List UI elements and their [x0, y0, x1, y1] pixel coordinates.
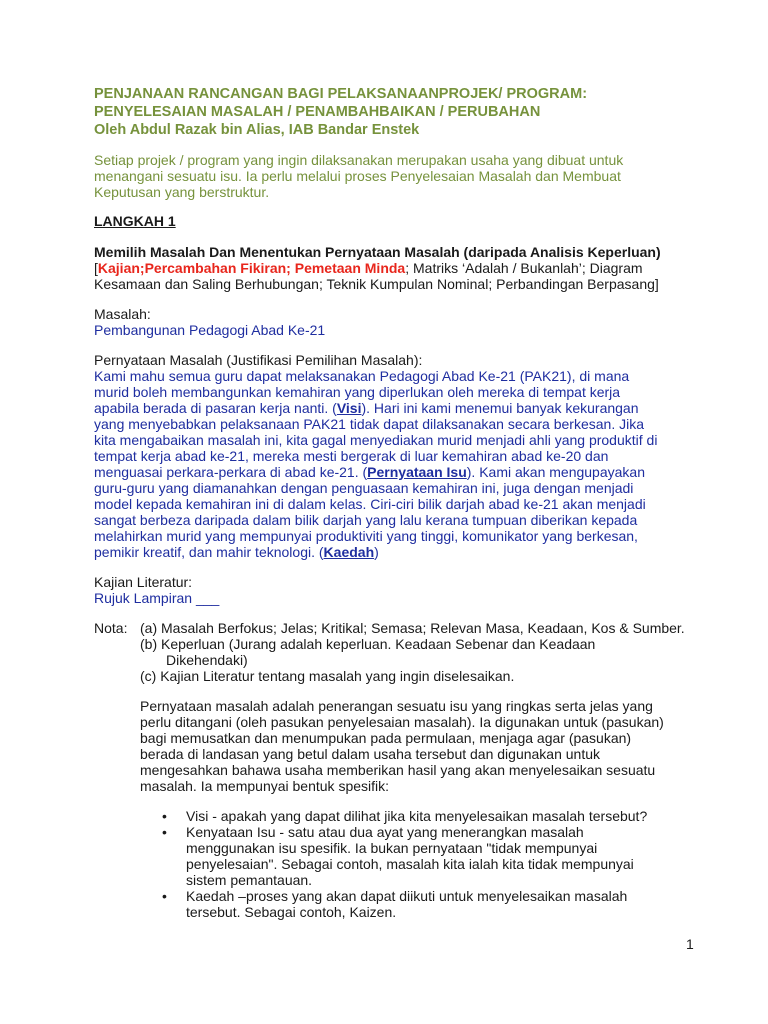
statement-text: ). Kami akan mengupayakan [466, 464, 645, 480]
bullet-kenyataan-isu-cont: menggunakan isu spesifik. Ia bukan pernyataan "tidak mempunyai [186, 840, 598, 856]
bullet-kaedah: Kaedah –proses yang akan dapat diikuti untuk menyelesaikan masalah [186, 888, 628, 904]
intro-line-3: Keputusan yang berstruktur. [94, 184, 270, 200]
literature-value: Rujuk Lampiran ___ [94, 590, 220, 606]
nota-item-b: (b) Keperluan (Jurang adalah keperluan. Keadaan Sebenar dan Keadaan [140, 636, 596, 652]
bullet-kenyataan-isu: Kenyataan Isu - satu atau dua ayat yang menerangkan masalah [186, 824, 584, 840]
problem-label: Masalah: [94, 306, 151, 322]
explanation-line-5: mengesahkan bahawa usaha memberikan hasil yang akan menyelesaikan sesuatu [140, 762, 656, 778]
bullet-marker: • [162, 888, 167, 904]
explanation-line-1: Pernyataan masalah adalah penerangan sesuatu isu yang ringkas serta jelas yang [140, 698, 653, 714]
intro-line-1: Setiap projek / program yang ingin dilaksanakan merupakan usaha yang dibuat untuk [94, 152, 624, 168]
explanation-line-3: bagi memusatkan dan menumpukan pada permulaan, menjaga agar (pasukan) [140, 730, 632, 746]
literature-label: Kajian Literatur: [94, 574, 193, 590]
methods-rest: ; Matriks ‘Adalah / Bukanlah’; Diagram [405, 260, 643, 276]
statement-line-5: kita mengabaikan masalah ini, kita gagal menyediakan murid menjadi ahli yang produktif di [94, 432, 658, 448]
title-line-2: PENYELESAIAN MASALAH / PENAMBAHBAIKAN / PERUBAHAN [94, 104, 541, 120]
statement-text: apabila berada di pasaran kerja nanti. ( [94, 400, 337, 416]
statement-text: pemikir kreatif, dan mahir teknologi. ( [94, 544, 324, 560]
statement-line-4: yang menyebabkan pelaksanaan PAK21 tidak dapat dilaksanakan secara berkesan. Jika [94, 416, 644, 432]
methods-line-1 [94, 260, 643, 276]
intro-line-2: menangani sesuatu isu. Ia perlu melalui proses Penyelesaian Masalah dan Membuat [94, 168, 621, 184]
bullet-marker: • [162, 824, 167, 840]
nota-item-c: (c) Kajian Literatur tentang masalah yang ingin diselesaikan. [140, 668, 515, 684]
statement-label: Pernyataan Masalah (Justifikasi Pemilihan Masalah): [94, 352, 423, 368]
tag-pernyataan-isu: Pernyataan Isu [367, 464, 467, 480]
nota-item-a: (a) Masalah Berfokus; Jelas; Kritikal; Semasa; Relevan Masa, Keadaan, Kos & Sumber. [140, 620, 685, 636]
statement-line-6: tempat kerja abad ke-21, mereka mesti bergerak di luar kemahiran abad ke-20 dan [94, 448, 609, 464]
nota-label: Nota: [94, 620, 128, 636]
bullet-kenyataan-isu-cont: sistem pemantauan. [186, 872, 313, 888]
statement-line-1: Kami mahu semua guru dapat melaksanakan Pedagogi Abad Ke-21 (PAK21), di mana [94, 368, 630, 384]
title-line-1: PENJANAAN RANCANGAN BAGI PELAKSANAANPROJEK/ PROGRAM: [94, 86, 588, 102]
statement-line-3 [94, 400, 639, 416]
explanation-line-6: masalah. Ia mempunyai bentuk spesifik: [140, 778, 390, 794]
step-heading: LANGKAH 1 [94, 213, 176, 229]
nota-item-b-cont: Dikehendaki) [166, 652, 248, 668]
bullet-kenyataan-isu-cont: penyelesaian". Sebagai contoh, masalah kita ialah kita tidak mempunyai [186, 856, 634, 872]
bullet-visi: Visi - apakah yang dapat dilihat jika kita menyelesaikan masalah tersebut? [186, 808, 648, 824]
statement-line-8: guru-guru yang diamanahkan dengan penguasaan kemahiran ini, juga dengan menjadi [94, 480, 634, 496]
explanation-line-4: berada di landasan yang betul dalam usaha tersebut dan digunakan untuk [140, 746, 601, 762]
tag-visi: Visi [336, 400, 362, 416]
step-subheading: Memilih Masalah Dan Menentukan Pernyataan Masalah (daripada Analisis Keperluan) [94, 244, 661, 260]
page-number: 1 [686, 936, 694, 952]
statement-line-11: melahirkan murid yang mempunyai produktiviti yang tinggi, komunikator yang berkesan, [94, 528, 638, 544]
methods-bracket: [ [94, 260, 98, 276]
author-line: Oleh Abdul Razak bin Alias, IAB Bandar Enstek [94, 122, 420, 138]
statement-text: ). Hari ini kami menemui banyak kekurangan [361, 400, 639, 416]
tag-kaedah: Kaedah [323, 544, 375, 560]
statement-text: menguasai perkara-perkara di abad ke-21. ( [94, 464, 368, 480]
statement-line-9: model kepada kemahiran ini di dalam kelas. Ciri-ciri bilik darjah abad ke-21 akan menjadi [94, 496, 646, 512]
methods-highlight: Kajian;Percambahan Fikiran; Pemetaan Minda [97, 260, 406, 276]
statement-line-10: sangat berbeza daripada dalam bilik darjah yang lalu kerana tumpuan diberikan kepada [94, 512, 638, 528]
explanation-line-2: perlu ditangani (oleh pasukan penyelesaian masalah). Ia digunakan untuk (pasukan) [140, 714, 664, 730]
statement-text: ) [374, 544, 379, 560]
statement-line-7 [94, 464, 645, 480]
bullet-kaedah-cont: tersebut. Sebagai contoh, Kaizen. [186, 904, 397, 920]
statement-line-2: murid boleh membangunkan kemahiran yang diperlukan oleh mereka di tempat kerja [94, 384, 621, 400]
problem-value: Pembangunan Pedagogi Abad Ke-21 [94, 322, 326, 338]
statement-line-12 [94, 544, 379, 560]
methods-line-2: Kesamaan dan Saling Berhubungan; Teknik Kumpulan Nominal; Perbandingan Berpasang] [94, 276, 659, 292]
bullet-marker: • [162, 808, 167, 824]
